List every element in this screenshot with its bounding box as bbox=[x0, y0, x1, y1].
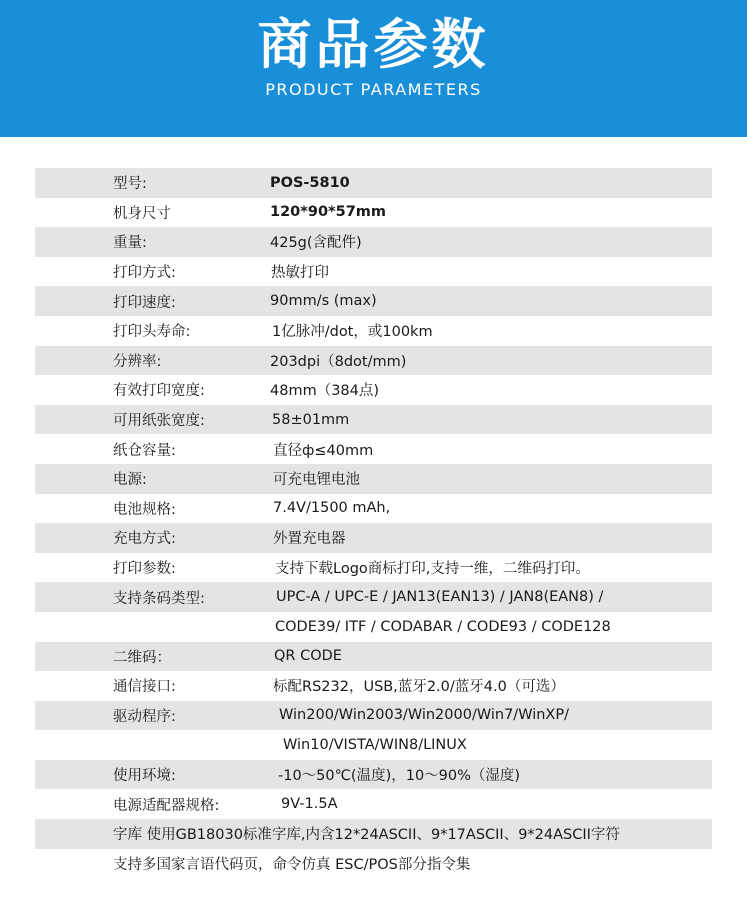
spec-row bbox=[35, 612, 712, 642]
spec-row bbox=[35, 227, 712, 257]
spec-label: 充电方式: bbox=[113, 531, 176, 548]
spec-label: 支持条码类型: bbox=[113, 590, 205, 607]
spec-row bbox=[35, 642, 712, 672]
spec-row bbox=[35, 582, 712, 612]
spec-value: Win10/VISTA/WIN8/LINUX bbox=[283, 737, 467, 754]
spec-row bbox=[35, 375, 712, 405]
spec-value: 直径ф≤40mm bbox=[273, 442, 374, 459]
spec-table bbox=[35, 168, 712, 878]
spec-label: 机身尺寸 bbox=[113, 205, 171, 222]
spec-row bbox=[35, 464, 712, 494]
spec-label: 纸仓容量: bbox=[113, 442, 176, 459]
spec-value: 外置充电器 bbox=[273, 531, 346, 548]
spec-label: 电池规格: bbox=[113, 501, 176, 518]
spec-row bbox=[35, 346, 712, 376]
spec-label: 分辨率: bbox=[113, 353, 162, 370]
spec-label: 二维码： bbox=[113, 649, 171, 666]
spec-value: 热敏打印 bbox=[271, 265, 329, 282]
page-title: 商品参数 bbox=[257, 13, 490, 76]
spec-label: 可用纸张宽度: bbox=[113, 413, 205, 430]
spec-row bbox=[35, 316, 712, 346]
spec-value: 58±01mm bbox=[272, 411, 350, 428]
spec-value: POS-5810 bbox=[270, 174, 350, 191]
spec-label: 有效打印宽度: bbox=[113, 383, 205, 400]
spec-label: 打印方式: bbox=[113, 265, 176, 282]
spec-note: 支持多国家言语代码页，命令仿真 ESC/POS部分指令集 bbox=[113, 856, 471, 873]
spec-row bbox=[35, 671, 712, 701]
spec-row bbox=[35, 789, 712, 819]
spec-value: 标配RS232，USB,蓝牙2.0/蓝牙4.0（可选） bbox=[273, 679, 565, 696]
spec-row bbox=[35, 523, 712, 553]
spec-label: 打印参数: bbox=[113, 561, 176, 578]
spec-row-full bbox=[35, 849, 712, 879]
spec-label: 电源: bbox=[113, 472, 147, 489]
spec-label: 重量: bbox=[113, 235, 147, 252]
spec-row bbox=[35, 434, 712, 464]
spec-row bbox=[35, 760, 712, 790]
spec-value: UPC-A / UPC-E / JAN13(EAN13) / JAN8(EAN8) / bbox=[276, 589, 604, 606]
spec-label: 打印头寿命: bbox=[113, 324, 191, 341]
spec-label: 通信接口: bbox=[113, 679, 176, 696]
spec-row bbox=[35, 553, 712, 583]
spec-value: -10～50℃(温度)，10～90%（湿度) bbox=[278, 768, 521, 785]
spec-note: 字库 使用GB18030标准字库,内含12*24ASCII、9*17ASCII、9*24ASCII字符 bbox=[113, 827, 620, 844]
spec-label: 驱动程序: bbox=[113, 708, 176, 725]
spec-label: 打印速度: bbox=[113, 294, 176, 311]
spec-row bbox=[35, 405, 712, 435]
spec-label: 电源适配器规格: bbox=[113, 797, 220, 814]
spec-row bbox=[35, 494, 712, 524]
spec-row bbox=[35, 730, 712, 760]
spec-row bbox=[35, 198, 712, 228]
page-subtitle: PRODUCT PARAMETERS bbox=[265, 80, 482, 99]
spec-value: 9V-1.5A bbox=[281, 796, 338, 813]
spec-row bbox=[35, 168, 712, 198]
spec-value: 120*90*57mm bbox=[270, 204, 387, 221]
spec-value: 90mm/s (max) bbox=[270, 293, 377, 310]
spec-value: QR CODE bbox=[274, 648, 342, 665]
spec-row bbox=[35, 257, 712, 287]
spec-value: 425g(含配件) bbox=[270, 235, 362, 252]
spec-value: 203dpi（8dot/mm) bbox=[270, 353, 407, 370]
spec-value: Win200/Win2003/Win2000/Win7/WinXP/ bbox=[279, 707, 569, 724]
spec-row-full bbox=[35, 819, 712, 849]
spec-value: 7.4V/1500 mAh, bbox=[273, 500, 391, 517]
spec-row bbox=[35, 701, 712, 731]
spec-label: 型号: bbox=[113, 176, 147, 193]
spec-value: 1亿脉冲/dot，或100km bbox=[272, 324, 433, 341]
spec-value: CODE39/ ITF / CODABAR / CODE93 / CODE128 bbox=[275, 618, 611, 635]
spec-value: 支持下载Logo商标打印,支持一维，二维码打印。 bbox=[275, 561, 590, 578]
header-banner bbox=[0, 0, 747, 137]
spec-label: 使用环境: bbox=[113, 768, 176, 785]
spec-row bbox=[35, 286, 712, 316]
spec-value: 可充电锂电池 bbox=[273, 472, 360, 489]
spec-value: 48mm（384点) bbox=[270, 383, 380, 400]
